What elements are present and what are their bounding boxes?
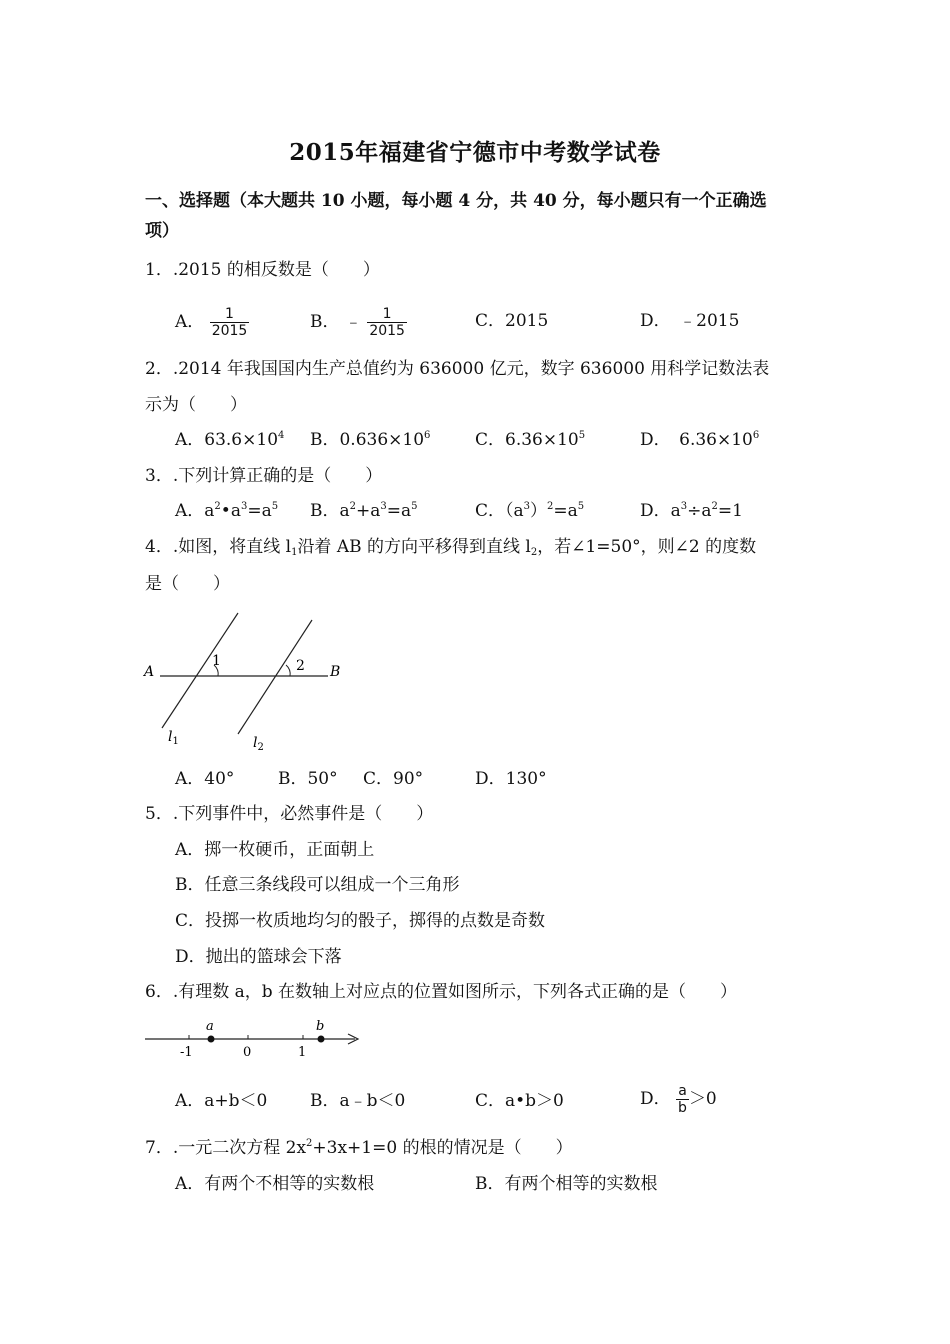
- exponent: 3: [523, 501, 531, 512]
- stem-text: 7．.一元二次方程 2x: [145, 1138, 307, 1158]
- stem-text: 4．.如图，将直线 l: [145, 537, 292, 557]
- question-3-option-b: [310, 499, 418, 523]
- question-6-option-b: B．a﹣b＜0: [310, 1091, 406, 1111]
- fraction-denominator: b: [678, 1100, 687, 1116]
- label-l1: $l_1$: [168, 729, 179, 747]
- question-3-option-d: [640, 499, 743, 523]
- option-label: A．: [175, 312, 205, 332]
- exponent: 2: [711, 501, 718, 512]
- exponent: 6: [424, 430, 431, 441]
- question-1-stem: 1．.2015 的相反数是（ ）: [145, 260, 380, 280]
- fraction: [210, 306, 250, 339]
- number-line-figure: [140, 1015, 365, 1065]
- stem-text: ，若∠1=50°，则∠2 的度数: [537, 537, 757, 557]
- question-3-stem: 3．.下列计算正确的是（ ）: [145, 466, 383, 486]
- exponent: 5: [577, 501, 585, 512]
- label-b: B: [330, 664, 341, 680]
- fraction: [676, 1083, 689, 1116]
- option-text: ÷a: [687, 501, 712, 521]
- question-2-stem-line1: 2．.2014 年我国国内生产总值约为 636000 亿元，数字 636000 用科学记数法表: [145, 359, 770, 379]
- question-6-option-c: C．a•b＞0: [475, 1091, 564, 1111]
- exponent: 6: [752, 430, 760, 441]
- angle-2-arc: [286, 665, 290, 676]
- question-5-option-a: A．掷一枚硬币，正面朝上: [175, 840, 375, 860]
- minus-sign: ﹣: [344, 312, 362, 332]
- page-title: 2015年福建省宁德市中考数学试卷: [289, 139, 661, 166]
- question-4-option-b: B．50°: [278, 769, 338, 789]
- option-text: A．63.6×10: [175, 430, 279, 450]
- exponent: 3: [240, 501, 248, 512]
- tick-label-0: 0: [243, 1045, 252, 1060]
- option-text: =a: [247, 501, 272, 521]
- tick-label-minus-1: -1: [180, 1045, 193, 1060]
- exponent: 3: [680, 501, 688, 512]
- option-text: B．a: [310, 501, 350, 521]
- fraction: [367, 306, 407, 339]
- exponent: 5: [271, 501, 279, 512]
- option-text: B．0.636×10: [310, 430, 425, 450]
- question-6-option-a: A．a+b＜0: [175, 1091, 268, 1111]
- option-label: B．: [310, 312, 340, 332]
- option-text: D． 6.36×10: [640, 430, 753, 450]
- stem-text: +3x+1=0 的根的情况是（ ）: [312, 1138, 573, 1158]
- question-7-stem: [145, 1136, 573, 1160]
- parallel-lines-figure: [140, 610, 360, 760]
- exponent: 5: [411, 501, 418, 512]
- label-point-b: b: [316, 1019, 325, 1034]
- question-2-option-d: [640, 428, 759, 452]
- question-4-option-c: C．90°: [363, 769, 424, 789]
- question-1-option-d: D． ﹣2015: [640, 311, 740, 331]
- point-b: [318, 1036, 325, 1043]
- option-text: =a: [553, 501, 578, 521]
- question-1-option-b: [310, 306, 407, 339]
- line-l1: [162, 613, 238, 728]
- exponent: 3: [380, 501, 387, 512]
- exponent: 2: [349, 501, 357, 512]
- question-4-option-a: A．40°: [175, 769, 235, 789]
- option-text: C．6.36×10: [475, 430, 579, 450]
- tick-label-1: 1: [298, 1045, 307, 1060]
- question-1-option-a: [175, 306, 249, 339]
- fraction-numerator: 1: [382, 306, 392, 322]
- label-angle-2: 2: [296, 658, 305, 674]
- question-2-option-a: [175, 428, 284, 452]
- question-4-stem-line2: 是（ ）: [145, 574, 230, 594]
- section-heading-line1: 一、选择题（本大题共 10 小题，每小题 4 分，共 40 分，每小题只有一个正确选: [145, 191, 767, 211]
- stem-text: 沿着 AB 的方向平移得到直线 l: [297, 537, 531, 557]
- question-5-option-d: D．抛出的篮球会下落: [175, 947, 342, 967]
- question-3-option-c: [475, 499, 584, 523]
- question-2-stem-line2: 示为（ ）: [145, 395, 247, 415]
- section-heading: [145, 186, 815, 246]
- fraction-denominator: 2015: [211, 323, 248, 339]
- option-text: ）: [530, 501, 548, 521]
- exponent: 2: [214, 501, 221, 512]
- exponent: 2: [547, 501, 554, 512]
- question-6-option-d: [640, 1083, 717, 1116]
- question-4-stem-line1: [145, 535, 756, 559]
- exponent: 4: [278, 430, 285, 441]
- question-2-option-b: [310, 428, 430, 452]
- question-7-option-b: B．有两个相等的实数根: [475, 1174, 658, 1194]
- question-1-option-c: C．2015: [475, 311, 549, 331]
- question-2-option-c: [475, 428, 585, 452]
- line-l2: [238, 620, 312, 734]
- fraction-numerator: a: [678, 1083, 687, 1099]
- exponent: 5: [578, 430, 586, 441]
- subscript: 1: [291, 547, 298, 558]
- question-3-option-a: [175, 499, 278, 523]
- option-label: D．: [640, 1089, 671, 1109]
- option-text: A．a: [175, 501, 215, 521]
- label-l2: $l_2$: [253, 735, 264, 753]
- label-point-a: a: [206, 1019, 214, 1034]
- label-a: A: [144, 664, 155, 680]
- fraction-denominator: 2015: [369, 323, 405, 339]
- option-text: C．（a: [475, 501, 524, 521]
- question-7-option-a: A．有两个不相等的实数根: [175, 1174, 375, 1194]
- question-5-option-c: C．投掷一枚质地均匀的骰子，掷得的点数是奇数: [175, 911, 546, 931]
- question-5-option-b: B．任意三条线段可以组成一个三角形: [175, 875, 460, 895]
- exponent: 2: [306, 1138, 313, 1149]
- option-text: =1: [717, 501, 743, 521]
- question-6-stem: 6．.有理数 a，b 在数轴上对应点的位置如图所示，下列各式正确的是（ ）: [145, 982, 738, 1002]
- fraction-numerator: 1: [225, 306, 234, 322]
- option-text: ＞0: [688, 1089, 717, 1109]
- option-text: •a: [220, 501, 241, 521]
- question-5-stem: 5．.下列事件中，必然事件是（ ）: [145, 804, 434, 824]
- option-text: +a: [356, 501, 381, 521]
- question-4-option-d: D．130°: [475, 769, 547, 789]
- subscript: 2: [530, 547, 538, 558]
- option-text: =a: [386, 501, 412, 521]
- section-heading-line2: 项）: [145, 221, 179, 241]
- label-angle-1: 1: [212, 653, 221, 669]
- option-text: D．a: [640, 501, 681, 521]
- point-a: [208, 1036, 215, 1043]
